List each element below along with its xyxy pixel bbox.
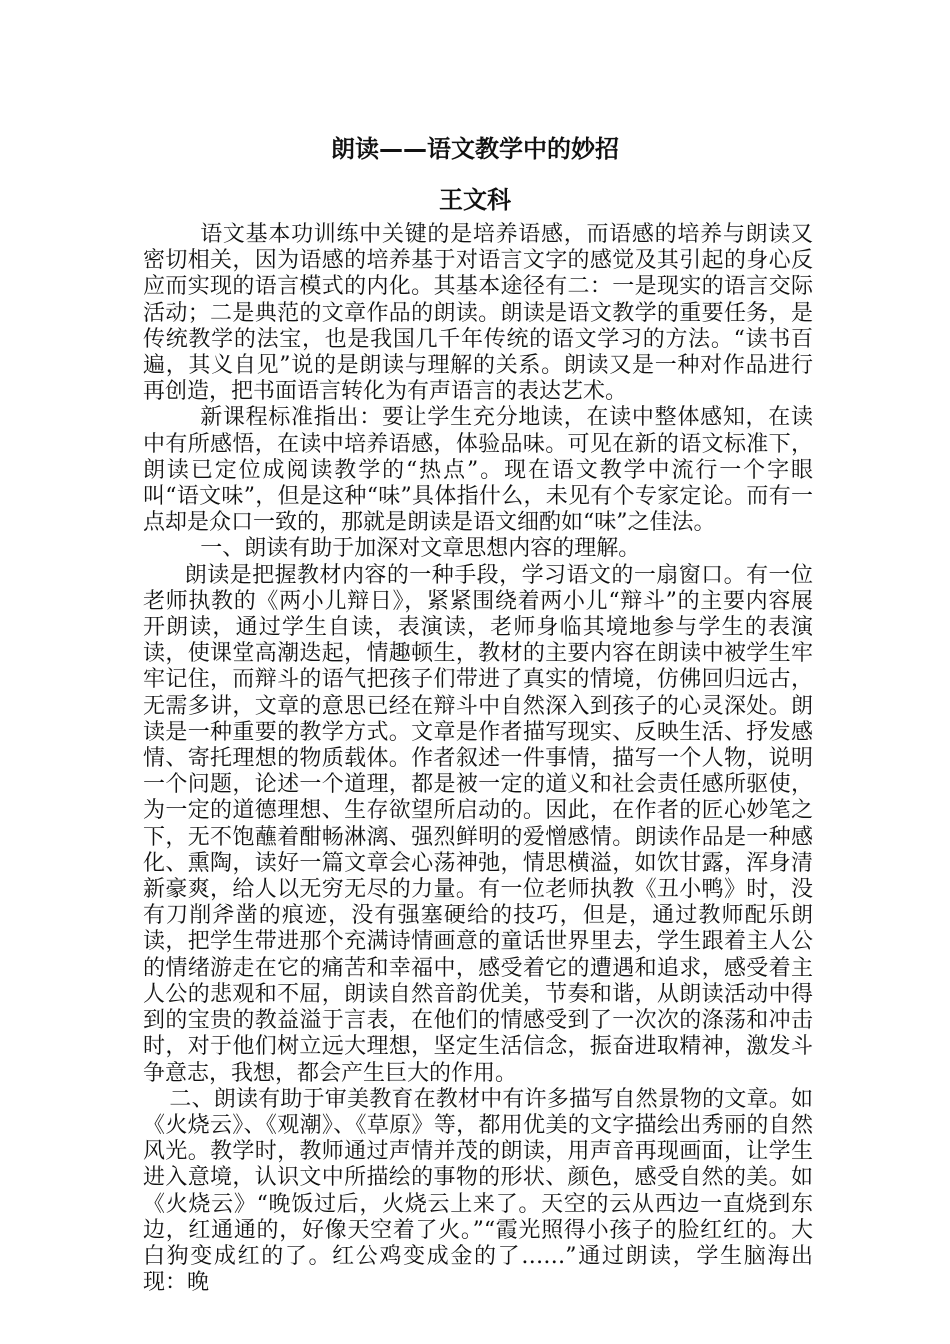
document-body bbox=[143, 222, 813, 1296]
paragraph: 二、朗读有助于审美教育在教材中有许多描写自然景物的文章。如《火烧云》、《观潮》、《草原》等，都用优美的文字描绘出秀丽的自然风光。教学时，教师通过声情并茂的朗读，用声音再现画面，让学生进入意境，认识文中所描绘的事物的形状、颜色，感受自然的美。如《火烧云》“晚饭过后，火烧云上来了。天空的云从西边一直烧到东边，红通通的，好像天空着了火。”“霞光照得小孩子的脸红红的。大白狗变成红的了。红公鸡变成金的了……”通过朗读，学生脑海出现：晚 bbox=[143, 1086, 813, 1296]
paragraph: 新课程标准指出：要让学生充分地读，在读中整体感知，在读中有所感悟，在读中培养语感，体验品味。可见在新的语文标准下，朗读已定位成阅读教学的“热点”。现在语文教学中流行一个字眼叫“语文味”，但是这种“味”具体指什么，未见有个专家定论。而有一点却是众口一致的，那就是朗读是语文细酌如“味”之佳法。 bbox=[143, 405, 813, 536]
paragraph: 朗读是把握教材内容的一种手段，学习语文的一扇窗口。有一位老师执教的《两小儿辩日》，紧紧围绕着两小儿“辩斗”的主要内容展开朗读，通过学生自读，表演读，老师身临其境地参与学生的表演读，使课堂高潮迭起，情趣顿生，教材的主要内容在朗读中被学生牢牢记住，而辩斗的语气把孩子们带进了真实的情境，仿佛回归远古，无需多讲，文章的意思已经在辩斗中自然深入到孩子的心灵深处。朗读是一种重要的教学方式。文章是作者描写现实、反映生活、抒发感情、寄托理想的物质载体。作者叙述一件事情，描写一个人物，说明一个问题，论述一个道理，都是被一定的道义和社会责任感所驱使，为一定的道德理想、生存欲望所启动的。因此，在作者的匠心妙笔之下，无不饱蘸着酣畅淋漓、强烈鲜明的爱憎感情。朗读作品是一种感化、熏陶，读好一篇文章会心荡神弛，情思横溢，如饮甘露，浑身清新豪爽，给人以无穷无尽的力量。有一位老师执教《丑小鸭》时，没有刀削斧凿的痕迹，没有强塞硬给的技巧，但是，通过教师配乐朗读，把学生带进那个充满诗情画意的童话世界里去，学生跟着主人公的情绪游走在它的痛苦和幸福中，感受着它的遭遇和追求，感受着主人公的悲观和不屈，朗读自然音韵优美，节奏和谐，从朗读活动中得到的宝贵的教益溢于言表，在他们的情感受到了一次次的涤荡和冲击时，对于他们树立远大理想，坚定生活信念，振奋进取精神，激发斗争意志，我想，都会产生巨大的作用。 bbox=[143, 562, 813, 1086]
section-heading: 一、朗读有助于加深对文章思想内容的理解。 bbox=[200, 536, 641, 562]
document-title: 朗读——语文教学中的妙招 bbox=[331, 135, 619, 163]
document-author: 王文科 bbox=[439, 186, 511, 214]
paragraph: 语文基本功训练中关键的是培养语感，而语感的培养与朗读又密切相关，因为语感的培养基于对语言文字的感觉及其引起的身心反应而实现的语言模式的内化。其基本途径有二：一是现实的语言交际活动；二是典范的文章作品的朗读。朗读是语文教学的重要任务，是传统教学的法宝，也是我国几千年传统的语文学习的方法。“读书百遍，其义自见”说的是朗读与理解的关系。朗读又是一种对作品进行再创造，把书面语言转化为有声语言的表达艺术。 bbox=[143, 222, 813, 405]
